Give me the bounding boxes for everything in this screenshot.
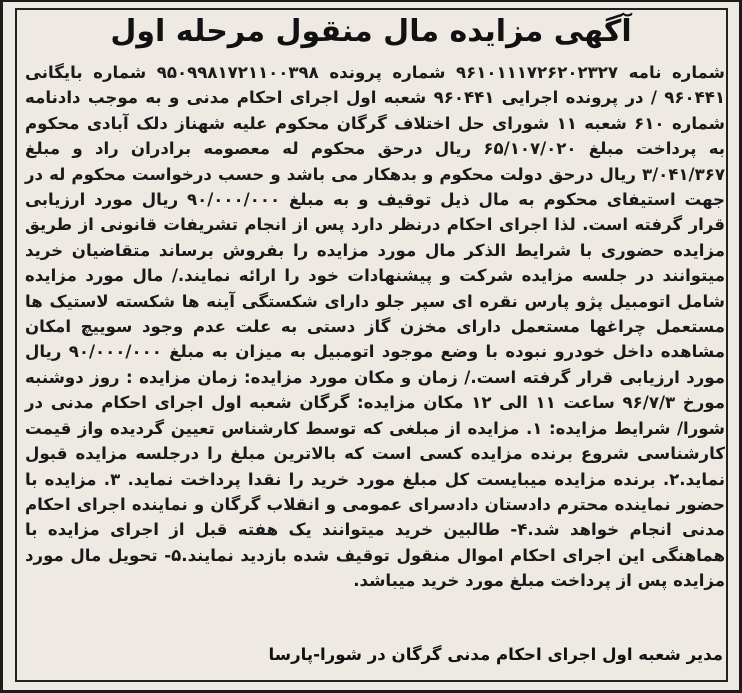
notice-paragraph: شماره نامه ۹۶۱۰۱۱۱۷۲۶۲۰۲۳۲۷ شماره پرونده ۹۵۰۹۹۸۱۷۲۱۱۰۰۳۹۸ شماره بایگانی ۹۶۰۴۴۱ / در پرونده اجرایی ۹۶۰۴۴۱ شعبه اول اجرای احکام مدنی و به موجب دادنامه شماره ۶۱۰ شعبه ۱۱ شورای حل اختلاف گرگان محکوم علیه شهناز دلک آبادی محکوم به پرداخت مبلغ ۶۵/۱۰۷/۰۲۰ ریال درحق محکوم له معصومه برادران راد و مبلغ ۳/۰۴۱/۳۶۷ ریال درحق دولت محکوم و بدهکار می باشد و حسب درخواست محکوم له در جهت استیفای محکوم به مال ذیل توقیف و به مبلغ ۹۰/۰۰۰/۰۰۰ ریال مورد ارزیابی قرار گرفته است. لذا اجرای احکام درنظر دارد پس از انجام تشریفات قانونی از طریق مزایده حضوری با شرایط الذکر مال مورد مزایده را بفروش برساند متقاضیان خرید میتوانند در جلسه مزایده شرکت و پیشنهادات خود را ارائه نمایند./ مال مورد مزایده شامل اتومبیل پژو پارس نقره ای سپر جلو دارای شکستگی آینه ها شکسته لاستیک ها مستعمل چراغها مستعمل دارای مخزن گاز دستی به علت عدم وجود سوییچ امکان مشاهده داخل خودرو نبوده با وضع موجود اتومبیل به میزان به مبلغ ۹۰/۰۰۰/۰۰۰ ریال مورد ارزیابی قرار گرفته است./ زمان و مکان مورد مزایده: زمان مزایده : روز دوشنبه مورخ ۹۶/۷/۳ ساعت ۱۱ الی ۱۲ مکان مزایده: گرگان شعبه اول اجرای احکام مدنی در شورا/ شرایط مزایده: ۱. مزایده از مبلغی که توسط کارشناس تعیین گردیده واز قیمت کارشناسی شروع برنده مزایده کسی است که بالاترین مبلغ را درجلسه مزایده قبول نماید.۲. برنده مزایده میبایست کل مبلغ مورد خرید را نقدا پرداخت نماید. ۳. مزایده با حضور نماینده محترم دادستان دادسرای عمومی و انقلاب گرگان و نماینده اجرای احکام مدنی انجام خواهد شد.۴- طالبین خرید میتوانند یک هفته قبل از اجرای مزایده با هماهنگی این اجرای احکام اموال منقول توقیف شده بازدید نمایند.۵- تحویل مال مورد مزایده پس از پرداخت مبلغ مورد خرید میباشد. bbox=[25, 63, 726, 591]
notice-signature: مدیر شعبه اول اجرای احکام مدنی گرگان در شورا-پارسا bbox=[268, 645, 723, 664]
newspaper-clipping bbox=[3, 2, 739, 690]
notice-title: آگهی مزایده مال منقول مرحله اول bbox=[110, 14, 632, 49]
notice-body bbox=[25, 60, 725, 594]
